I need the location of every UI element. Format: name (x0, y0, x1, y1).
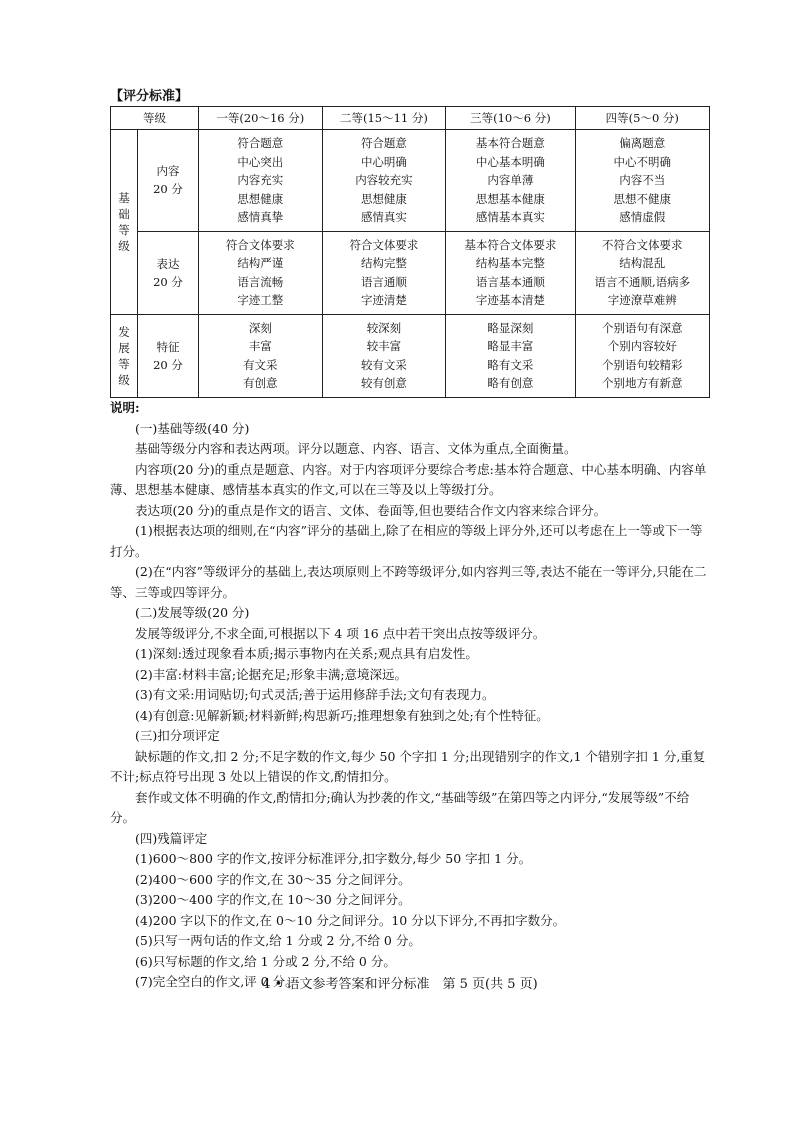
criteria-text: 结构严谨 (237, 256, 284, 270)
notes-paragraph: (2)在“内容”等级评分的基础上,表达项原则上不跨等级评分,如内容判三等,表达不能在一等评分,只能在二等、三等或四等评分。 (110, 564, 707, 600)
criteria-text: 语言基本通顺 (475, 274, 545, 289)
criteria-text: 符合题意 (360, 136, 407, 150)
criteria-text: 感情基本真实 (475, 210, 545, 224)
criteria-text: 感情真实 (360, 210, 407, 224)
criteria-cell (575, 314, 709, 397)
criteria-cell (322, 130, 446, 232)
criteria-text: 较有创意 (360, 376, 407, 390)
notes-paragraph: 缺标题的作文,扣 2 分;不足字数的作文,每少 50 个字扣 1 分;出现错别字的作文,1 个错别字扣 1 分,重复不计;标点符号出现 3 处以上错误的作文,酌情扣分。 (110, 748, 706, 784)
criteria-text: 符合题意 (237, 136, 284, 150)
criteria-text: 内容不当 (619, 173, 666, 187)
criteria-text: 语言通顺 (360, 274, 407, 289)
criteria-text: 中心基本明确 (475, 154, 545, 169)
criteria-text: 略显深刻 (487, 320, 534, 335)
notes-paragraph: 表达项(20 分)的重点是作文的语言、文体、卷面等,但也要结合作文内容来综合评分。 (135, 502, 607, 518)
notes-paragraph: (6)只写标题的作文,给 1 分或 2 分,不给 0 分。 (135, 953, 396, 969)
criteria-text: 思想健康 (237, 191, 284, 206)
item-name: 内容 (156, 164, 180, 179)
criteria-text: 结构基本完整 (475, 256, 545, 270)
header-cell-grade-1: 一等(20～16 分) (199, 107, 323, 130)
criteria-text: 偏离题意 (619, 136, 666, 150)
criteria-text: 略有文采 (487, 357, 534, 372)
notes-paragraph: (4)200 字以下的作文,在 0～10 分之间评分。10 分以下评分,不再扣字数分。 (135, 912, 566, 928)
header-cell-grade-4: 四等(5～0 分) (575, 107, 709, 130)
criteria-text: 个别语句有深意 (602, 320, 683, 335)
notes-paragraph: (1)根据表达项的细则,在“内容”评分的基础上,除了在相应的等级上评分外,还可以考虑在上一等或下一等打分。 (110, 523, 703, 559)
notes-paragraph: (1)深刻:透过现象看本质;揭示事物内在关系;观点具有启发性。 (135, 646, 478, 661)
criteria-text: 中心突出 (237, 154, 284, 169)
criteria-text: 个别地方有新意 (602, 376, 683, 390)
table-header-row (111, 107, 710, 130)
header-cell-level: 等级 (111, 107, 199, 130)
criteria-text: 较有文采 (360, 357, 407, 372)
criteria-text: 语言流畅 (237, 274, 284, 289)
criteria-text: 个别内容较好 (607, 339, 677, 353)
notes-paragraph: 套作或文体不明确的作文,酌情扣分;确认为抄袭的作文,“基础等级”在第四等之内评分,“发展等级”不给分。 (110, 789, 690, 825)
criteria-cell (322, 314, 446, 397)
criteria-text: 内容充实 (237, 173, 284, 187)
scoring-rubric-table (110, 106, 710, 398)
criteria-text: 结构完整 (360, 256, 407, 270)
item-name: 特征 (156, 339, 180, 354)
criteria-text: 结构混乱 (619, 256, 666, 270)
notes-paragraph: (3)有文采:用词贴切;句式灵活;善于运用修辞手法;文句有表现力。 (135, 687, 495, 702)
item-label-feature (138, 314, 199, 397)
notes-paragraph: 发展等级评分,不求全面,可根据以下 4 项 16 点中若干突出点按等级评分。 (135, 625, 546, 641)
item-name: 表达 (156, 256, 180, 271)
explanation-notes (110, 398, 710, 993)
notes-paragraph: 基础等级分内容和表达两项。评分以题意、内容、语言、文体为重点,全面衡量。 (135, 441, 577, 456)
notes-paragraph: 内容项(20 分)的重点是题意、内容。对于内容项评分要综合考虑:基本符合题意、中心基本明确、内容单薄、思想基本健康、感情基本真实的作文,可以在三等及以上等级打分。 (110, 461, 707, 497)
notes-paragraph: (4)有创意:见解新颖;材料新鲜;构思新巧;推理想象有独到之处;有个性特征。 (135, 707, 549, 723)
table-row (111, 231, 710, 314)
criteria-text: 符合文体要求 (225, 237, 295, 252)
criteria-text: 有创意 (243, 376, 278, 390)
group-label-development: 发展等级 (111, 314, 138, 397)
criteria-text: 中心明确 (360, 154, 407, 169)
criteria-text: 略有创意 (487, 376, 534, 390)
criteria-cell (199, 231, 323, 314)
item-score: 20 分 (153, 182, 183, 197)
criteria-text: 深刻 (248, 320, 272, 335)
criteria-text: 符合文体要求 (349, 237, 419, 252)
notes-paragraph: (1)600～800 字的作文,按评分标准评分,扣字数分,每少 50 字扣 1 分。 (135, 851, 532, 866)
criteria-text: 较丰富 (366, 339, 402, 353)
criteria-text: 字迹工整 (237, 293, 284, 307)
criteria-cell (322, 231, 446, 314)
criteria-text: 思想健康 (360, 191, 407, 206)
header-cell-grade-3: 三等(10～6 分) (446, 107, 575, 130)
notes-heading: 说明: (110, 400, 140, 415)
criteria-text: 个别语句较精彩 (602, 357, 683, 372)
table-row (111, 130, 710, 232)
page-title: 【评分标准】 (110, 89, 189, 104)
criteria-cell (575, 130, 709, 232)
criteria-text: 思想基本健康 (475, 191, 545, 206)
item-score: 20 分 (153, 357, 183, 372)
criteria-text: 基本符合文体要求 (464, 237, 557, 252)
criteria-text: 不符合文体要求 (602, 237, 683, 252)
criteria-text: 字迹基本清楚 (475, 293, 545, 307)
notes-paragraph: (二)发展等级(20 分) (135, 605, 250, 620)
criteria-text: 字迹潦草难辨 (607, 293, 677, 307)
criteria-cell (575, 231, 709, 314)
header-cell-grade-2: 二等(15～11 分) (322, 107, 446, 130)
criteria-text: 语言不通顺,语病多 (594, 274, 691, 289)
page-footer: 4 • 语文参考答案和评分标准 第 5 页(共 5 页) (262, 977, 538, 992)
notes-paragraph: (5)只写一两句话的作文,给 1 分或 2 分,不给 0 分。 (135, 933, 421, 948)
criteria-text: 字迹清楚 (360, 293, 407, 307)
criteria-text: 内容单薄 (487, 173, 534, 187)
criteria-text: 感情真挚 (237, 210, 284, 224)
criteria-text: 思想不健康 (613, 191, 672, 206)
table-row (111, 314, 710, 397)
item-label-expression (138, 231, 199, 314)
notes-paragraph: (三)扣分项评定 (135, 728, 220, 743)
criteria-cell (446, 130, 575, 232)
criteria-text: 中心不明确 (613, 154, 672, 169)
criteria-text: 内容较充实 (355, 173, 413, 187)
criteria-cell (199, 314, 323, 397)
item-score: 20 分 (153, 274, 183, 289)
notes-paragraph: (一)基础等级(40 分) (135, 420, 250, 436)
notes-paragraph: (7)完全空白的作文,评 0 分。 (135, 974, 298, 989)
criteria-cell (199, 130, 323, 232)
notes-paragraph: (3)200～400 字的作文,在 10～30 分之间评分。 (135, 892, 411, 907)
criteria-cell (446, 314, 575, 397)
criteria-text: 略显丰富 (487, 339, 534, 353)
criteria-text: 较深刻 (366, 320, 402, 335)
notes-paragraph: (四)残篇评定 (135, 830, 208, 846)
notes-paragraph: (2)400～600 字的作文,在 30～35 分之间评分。 (135, 871, 411, 887)
criteria-text: 丰富 (248, 339, 272, 353)
criteria-text: 有文采 (243, 357, 278, 372)
criteria-text: 感情虚假 (619, 210, 666, 224)
notes-paragraph: (2)丰富:材料丰富;论据充足;形象丰满;意境深远。 (135, 666, 408, 682)
criteria-text: 基本符合题意 (475, 136, 545, 150)
item-label-content (138, 130, 199, 232)
criteria-cell (446, 231, 575, 314)
group-label-basic: 基础等级 (111, 130, 138, 315)
